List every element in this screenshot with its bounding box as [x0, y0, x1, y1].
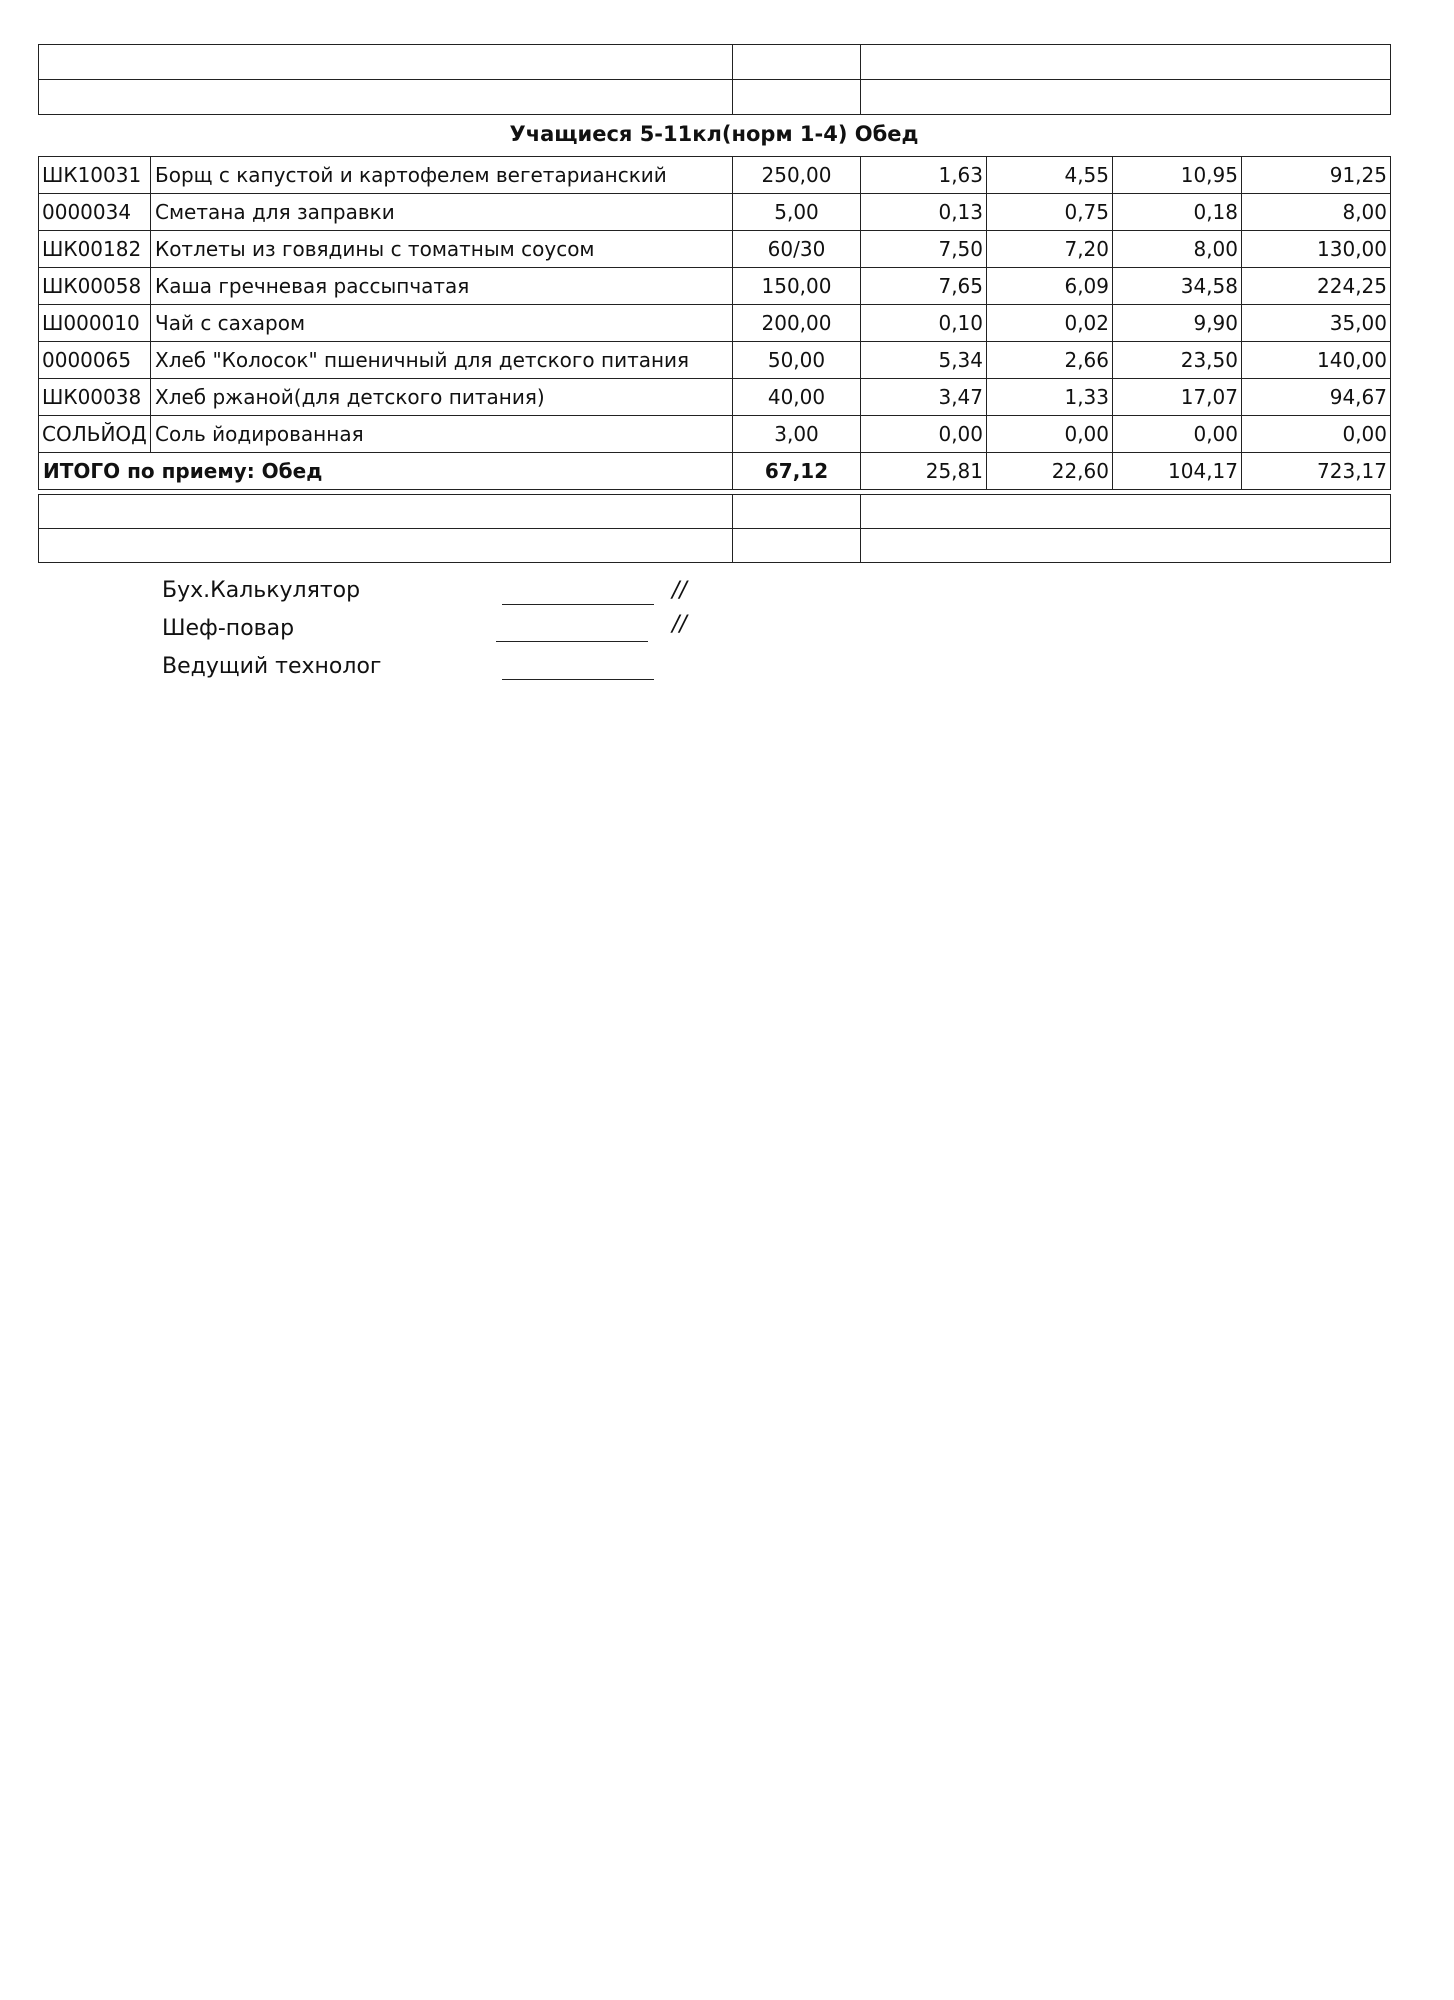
- fat-value: 4,55: [987, 157, 1113, 194]
- protein-value: 7,65: [861, 268, 987, 305]
- protein-value: 5,34: [861, 342, 987, 379]
- portion-weight: 60/30: [733, 231, 861, 268]
- table-row: [39, 379, 1391, 416]
- table-row: [39, 231, 1391, 268]
- empty-row: [39, 529, 1391, 563]
- carbs-value: 34,58: [1113, 268, 1242, 305]
- carbs-value: 23,50: [1113, 342, 1242, 379]
- signature-accountant-label: Бух.Калькулятор: [162, 578, 361, 603]
- protein-value: 1,63: [861, 157, 987, 194]
- table-row: [39, 342, 1391, 379]
- table-row: [39, 305, 1391, 342]
- calories-value: 8,00: [1242, 194, 1391, 231]
- calories-value: 140,00: [1242, 342, 1391, 379]
- table-row: [39, 194, 1391, 231]
- portion-weight: 150,00: [733, 268, 861, 305]
- calories-value: 91,25: [1242, 157, 1391, 194]
- carbs-value: 9,90: [1113, 305, 1242, 342]
- dish-code: 0000034: [39, 194, 151, 231]
- carbs-value: 8,00: [1113, 231, 1242, 268]
- protein-value: 7,50: [861, 231, 987, 268]
- table-row: [39, 268, 1391, 305]
- protein-value: 3,47: [861, 379, 987, 416]
- dish-code: ШК00058: [39, 268, 151, 305]
- dish-code: ШК10031: [39, 157, 151, 194]
- empty-header-table: [38, 44, 1391, 115]
- fat-value: 2,66: [987, 342, 1113, 379]
- carbs-value: 0,00: [1113, 416, 1242, 453]
- total-calories: 723,17: [1242, 453, 1391, 490]
- portion-weight: 200,00: [733, 305, 861, 342]
- total-row: [39, 453, 1391, 490]
- protein-value: 0,00: [861, 416, 987, 453]
- protein-value: 0,10: [861, 305, 987, 342]
- signature-accountant-slash: //: [672, 578, 687, 603]
- signature-accountant-line: [502, 604, 654, 605]
- table-row: [39, 157, 1391, 194]
- dish-name: Хлеб ржаной(для детского питания): [151, 379, 733, 416]
- dish-code: 0000065: [39, 342, 151, 379]
- dish-name: Котлеты из говядины с томатным соусом: [151, 231, 733, 268]
- portion-weight: 5,00: [733, 194, 861, 231]
- signature-technologist-label: Ведущий технолог: [162, 654, 382, 679]
- portion-weight: 50,00: [733, 342, 861, 379]
- dish-name: Хлеб "Колосок" пшеничный для детского питания: [151, 342, 733, 379]
- total-label: ИТОГО по приему: Обед: [39, 453, 733, 490]
- fat-value: 0,75: [987, 194, 1113, 231]
- portion-weight: 250,00: [733, 157, 861, 194]
- total-weight: 67,12: [733, 453, 861, 490]
- carbs-value: 0,18: [1113, 194, 1242, 231]
- total-protein: 25,81: [861, 453, 987, 490]
- calories-value: 35,00: [1242, 305, 1391, 342]
- signature-chef-label: Шеф-повар: [162, 616, 295, 641]
- signature-chef-slash: //: [672, 612, 687, 637]
- fat-value: 6,09: [987, 268, 1113, 305]
- menu-table: [38, 156, 1391, 490]
- dish-name: Борщ с капустой и картофелем вегетарианский: [151, 157, 733, 194]
- portion-weight: 3,00: [733, 416, 861, 453]
- fat-value: 0,02: [987, 305, 1113, 342]
- calories-value: 130,00: [1242, 231, 1391, 268]
- dish-name: Каша гречневая рассыпчатая: [151, 268, 733, 305]
- calories-value: 0,00: [1242, 416, 1391, 453]
- fat-value: 1,33: [987, 379, 1113, 416]
- fat-value: 7,20: [987, 231, 1113, 268]
- signature-chef-line: [496, 641, 648, 642]
- empty-row: [39, 80, 1391, 115]
- empty-row: [39, 495, 1391, 529]
- protein-value: 0,13: [861, 194, 987, 231]
- portion-weight: 40,00: [733, 379, 861, 416]
- section-title: Учащиеся 5-11кл(норм 1-4) Обед: [509, 122, 919, 146]
- calories-value: 224,25: [1242, 268, 1391, 305]
- table-row: [39, 416, 1391, 453]
- dish-code: СОЛЬЙОД: [39, 416, 151, 453]
- total-carbs: 104,17: [1113, 453, 1242, 490]
- dish-code: ШК00182: [39, 231, 151, 268]
- dish-name: Чай с сахаром: [151, 305, 733, 342]
- signature-technologist-line: [502, 679, 654, 680]
- dish-code: Ш000010: [39, 305, 151, 342]
- fat-value: 0,00: [987, 416, 1113, 453]
- dish-name: Сметана для заправки: [151, 194, 733, 231]
- empty-footer-table: [38, 494, 1391, 563]
- dish-name: Соль йодированная: [151, 416, 733, 453]
- empty-row: [39, 45, 1391, 80]
- carbs-value: 17,07: [1113, 379, 1242, 416]
- calories-value: 94,67: [1242, 379, 1391, 416]
- dish-code: ШК00038: [39, 379, 151, 416]
- carbs-value: 10,95: [1113, 157, 1242, 194]
- total-fat: 22,60: [987, 453, 1113, 490]
